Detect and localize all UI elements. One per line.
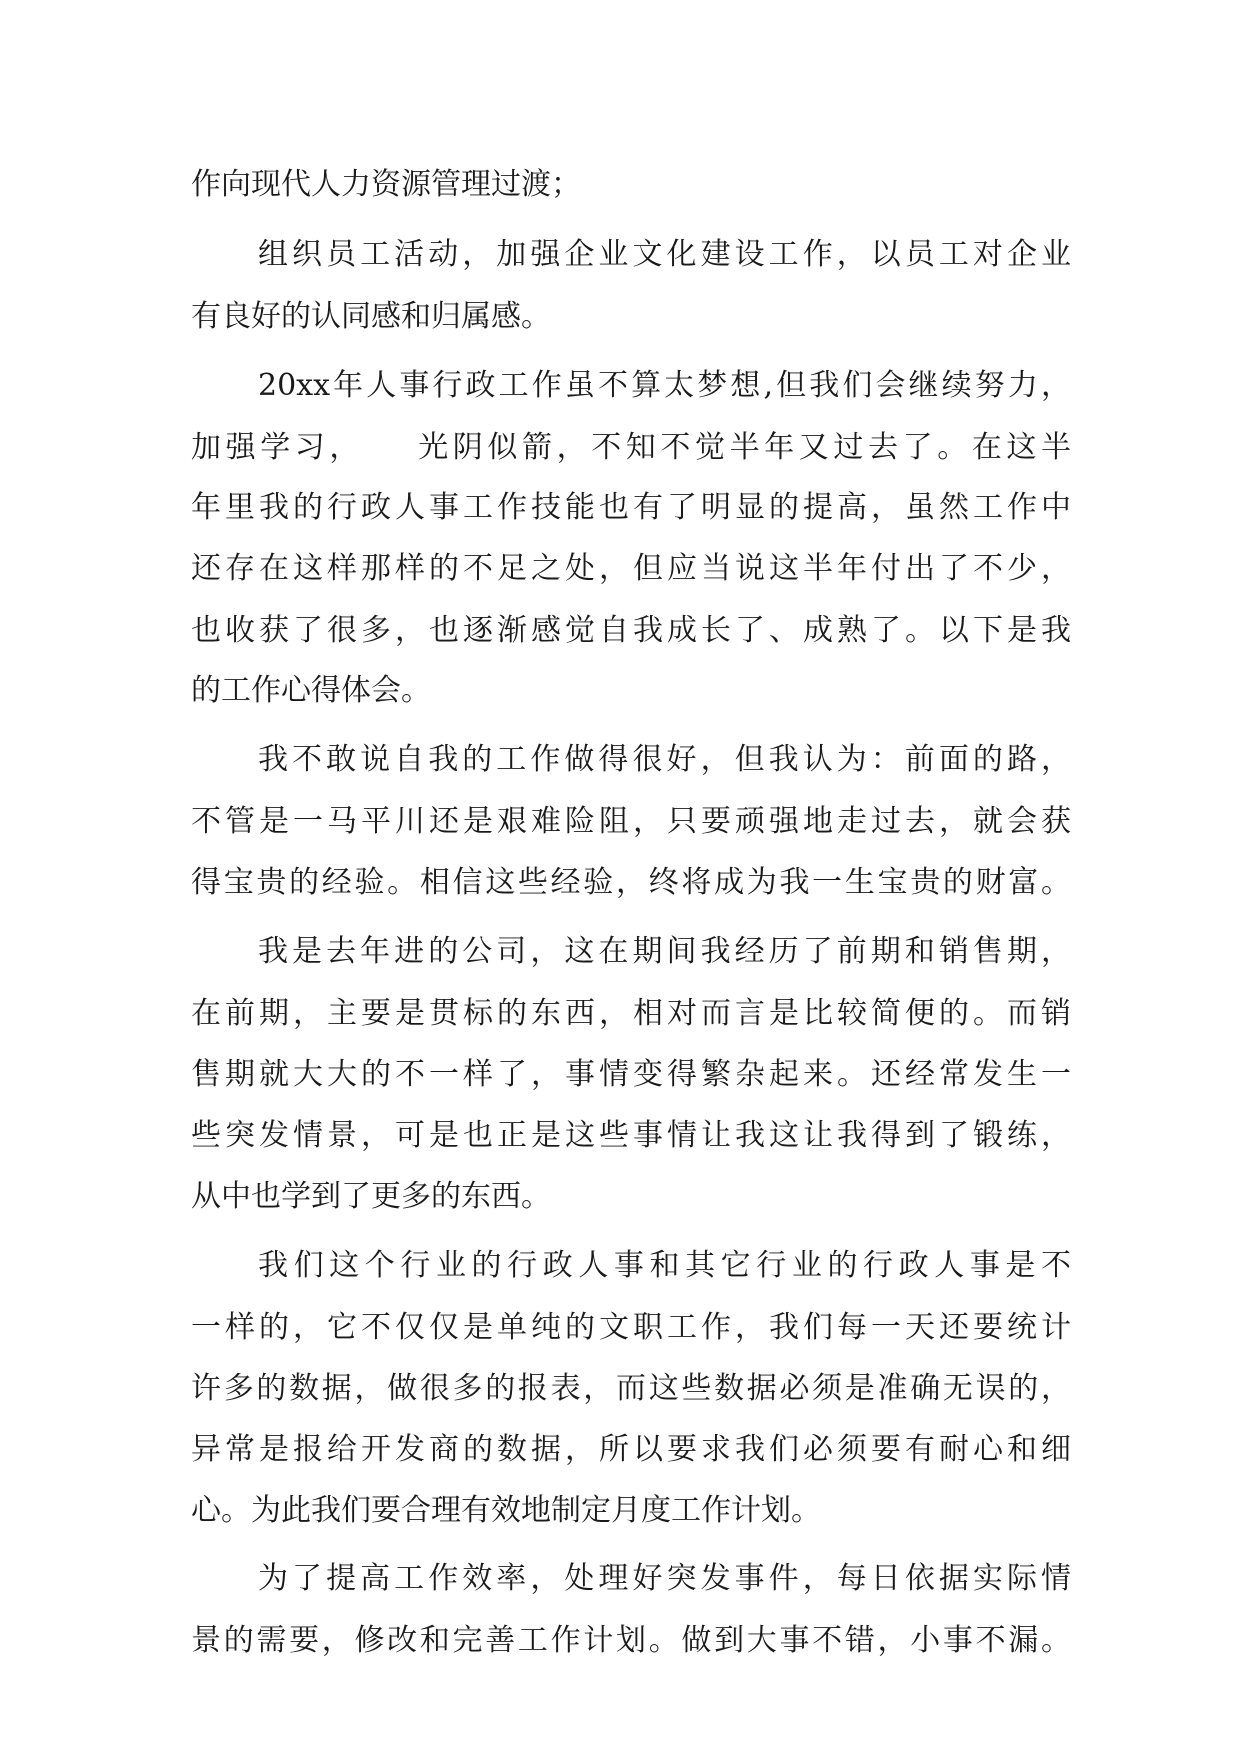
text-line: 在前期，主要是贯标的东西，相对而言是比较简便的。而销 — [191, 996, 1071, 1031]
text-line: 些突发情景，可是也正是这些事情让我这让我得到了锻练， — [191, 1118, 1071, 1153]
text-line: 从中也学到了更多的东西。 — [191, 1179, 551, 1214]
text-line: 得宝贵的经验。相信这些经验，终将成为我一生宝贵的财富。 — [191, 865, 1071, 900]
text-line: 有良好的认同感和归属感。 — [191, 299, 551, 334]
paragraph-first-line: 我们这个行业的行政人事和其它行业的行政人事是不 — [258, 1248, 1071, 1283]
text-line: 不管是一马平川还是艰难险阻，只要顽强地走过去，就会获 — [191, 804, 1071, 839]
paragraph-first-line: 为了提高工作效率，处理好突发事件，每日依据实际情 — [258, 1561, 1071, 1596]
text-line: 年里我的行政人事工作技能也有了明显的提高，虽然工作中 — [191, 490, 1071, 525]
text-line: 一样的，它不仅仅是单纯的文职工作，我们每一天还要统计 — [191, 1310, 1071, 1345]
text-line: 也收获了很多，也逐渐感觉自我成长了、成熟了。以下是我 — [191, 613, 1071, 648]
text-line: 心。为此我们要合理有效地制定月度工作计划。 — [191, 1493, 821, 1528]
paragraph-first-line: 我不敢说自我的工作做得很好，但我认为：前面的路， — [258, 742, 1071, 777]
paragraph-first-line: 我是去年进的公司，这在期间我经历了前期和销售期， — [258, 934, 1071, 969]
paragraph-first-line: 组织员工活动，加强企业文化建设工作，以员工对企业 — [258, 237, 1071, 272]
text-line: 异常是报给开发商的数据，所以要求我们必须要有耐心和细 — [191, 1432, 1071, 1467]
text-line: 的工作心得体会。 — [191, 673, 431, 708]
text-line: 许多的数据，做很多的报表，而这些数据必须是准确无误的， — [191, 1371, 1071, 1406]
text-line: 还存在这样那样的不足之处，但应当说这半年付出了不少， — [191, 551, 1071, 586]
text-line: 作向现代人力资源管理过渡； — [191, 167, 581, 202]
paragraph-first-line: 20xx年人事行政工作虽不算太梦想,但我们会继续努力， — [258, 368, 1071, 403]
text-line: 景的需要，修改和完善工作计划。做到大事不错，小事不漏。 — [191, 1623, 1071, 1658]
text-line: 加强学习， 光阴似箭，不知不觉半年又过去了。在这半 — [191, 430, 1071, 465]
text-line: 售期就大大的不一样了，事情变得繁杂起来。还经常发生一 — [191, 1057, 1071, 1092]
